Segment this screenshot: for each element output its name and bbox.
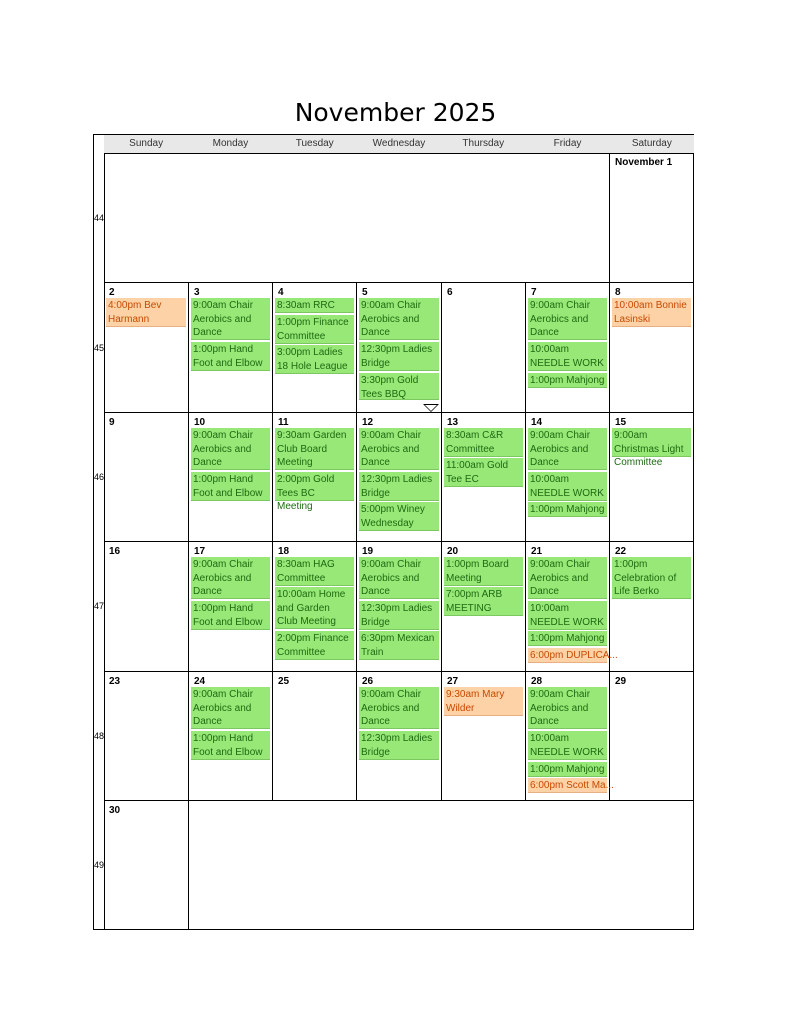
day-cell[interactable]	[104, 413, 189, 542]
day-cell[interactable]	[442, 542, 526, 672]
calendar-event[interactable]: 5:00pm Winey Wednesday	[359, 502, 439, 531]
day-header-tuesday: Tuesday	[295, 138, 334, 149]
calendar-event[interactable]: 10:00am NEEDLE WORK	[528, 601, 607, 630]
calendar-event[interactable]: 1:00pm Mahjong	[528, 373, 607, 388]
day-cell[interactable]	[610, 672, 694, 801]
day-number: 3	[194, 287, 200, 298]
calendar-event[interactable]: 9:30am Garden Club Board Meeting	[275, 428, 354, 470]
day-number: 8	[615, 287, 621, 298]
calendar-event[interactable]: 1:00pm Hand Foot and Elbow	[191, 731, 270, 760]
day-cell[interactable]	[273, 672, 357, 801]
day-cell[interactable]	[189, 413, 273, 542]
day-cell[interactable]	[104, 283, 189, 413]
day-number: 9	[109, 417, 115, 428]
day-cell[interactable]	[357, 413, 442, 542]
calendar-event[interactable]: 9:00am Chair Aerobics and Dance	[359, 557, 439, 599]
day-cell[interactable]	[189, 672, 273, 801]
calendar-event[interactable]: 6:00pm DUPLICA...	[530, 650, 618, 661]
calendar-event[interactable]: 3:00pm Ladies 18 Hole League	[275, 345, 354, 374]
calendar-event[interactable]: 9:00am Chair Aerobics and Dance	[191, 687, 270, 729]
week-number: 48	[94, 731, 105, 741]
calendar-event[interactable]: 12:30pm Ladies Bridge	[359, 342, 439, 371]
day-header-row	[104, 135, 694, 154]
day-cell[interactable]	[442, 283, 526, 413]
day-number: 12	[362, 417, 374, 428]
day-number: 4	[278, 287, 284, 298]
day-number: 17	[194, 546, 206, 557]
day-cell[interactable]	[189, 542, 273, 672]
day-number: 15	[615, 417, 627, 428]
calendar-event[interactable]: 1:00pm Mahjong	[528, 762, 607, 777]
day-header-thursday: Thursday	[462, 138, 505, 149]
calendar-event[interactable]: 10:00am NEEDLE WORK	[528, 731, 607, 760]
calendar-event[interactable]: 10:00am Home and Garden Club Meeting	[275, 587, 354, 629]
calendar-event[interactable]: 9:00am Chair Aerobics and Dance	[191, 557, 270, 599]
calendar-event[interactable]: 1:00pm Finance Committee	[275, 315, 354, 344]
calendar-event[interactable]: 6:00pm Scott Ma...	[530, 780, 614, 791]
day-number: 11	[278, 417, 289, 428]
week-number: 46	[94, 472, 105, 482]
calendar-event[interactable]: 9:00am Chair Aerobics and Dance	[528, 557, 607, 599]
day-cell[interactable]	[273, 283, 357, 413]
day-number: 27	[447, 676, 459, 687]
day-cell[interactable]	[189, 283, 273, 413]
week-number: 45	[94, 343, 105, 353]
more-events-icon[interactable]	[423, 404, 439, 412]
calendar-event[interactable]: 8:30am HAG Committee	[275, 557, 354, 586]
calendar-event[interactable]: 9:00am Chair Aerobics and Dance	[528, 687, 607, 729]
day-number: November 1	[615, 157, 673, 168]
day-number: 24	[194, 676, 206, 687]
day-header-friday: Friday	[553, 138, 582, 149]
day-header-monday: Monday	[212, 138, 249, 149]
calendar-event[interactable]: 6:30pm Mexican Train	[359, 631, 439, 660]
day-cell[interactable]	[273, 542, 357, 672]
day-cell[interactable]	[610, 283, 694, 413]
calendar-event[interactable]: 12:30pm Ladies Bridge	[359, 601, 439, 630]
calendar-event[interactable]: 9:00am Christmas Light Committee	[612, 428, 691, 457]
calendar-event[interactable]: 1:00pm Hand Foot and Elbow	[191, 472, 270, 501]
day-number: 10	[194, 417, 206, 428]
calendar-event[interactable]: 9:00am Chair Aerobics and Dance	[359, 428, 439, 470]
calendar-event[interactable]: 1:00pm Board Meeting	[444, 557, 523, 586]
day-number: 22	[615, 546, 627, 557]
calendar-event[interactable]: 9:00am Chair Aerobics and Dance	[191, 428, 270, 470]
day-cell[interactable]	[357, 542, 442, 672]
day-number: 20	[447, 546, 459, 557]
calendar-event[interactable]: 8:30am C&R Committee	[444, 428, 523, 457]
day-cell[interactable]	[357, 283, 442, 413]
day-number: 23	[109, 676, 121, 687]
calendar-event[interactable]: 12:30pm Ladies Bridge	[359, 472, 439, 501]
day-number: 6	[447, 287, 453, 298]
day-number: 16	[109, 546, 121, 557]
day-cell[interactable]	[526, 672, 614, 801]
day-cell[interactable]	[104, 801, 189, 929]
week-number: 44	[94, 213, 105, 223]
day-cell[interactable]	[610, 542, 694, 672]
day-number: 2	[109, 287, 115, 298]
day-cell[interactable]	[104, 672, 189, 801]
calendar-event[interactable]: 9:00am Chair Aerobics and Dance	[359, 687, 439, 729]
day-cell[interactable]	[273, 413, 357, 542]
calendar-event[interactable]: 8:30am RRC	[275, 298, 354, 313]
day-cell[interactable]	[526, 413, 610, 542]
day-header-wednesday: Wednesday	[372, 138, 426, 149]
day-cell[interactable]	[442, 672, 526, 801]
day-cell[interactable]	[526, 542, 618, 672]
calendar-event[interactable]: 2:00pm Gold Tees BC Meeting	[275, 472, 354, 501]
day-number: 25	[278, 676, 290, 687]
calendar-event[interactable]: 9:30am Mary Wilder	[444, 687, 523, 716]
calendar-event[interactable]: 12:30pm Ladies Bridge	[359, 731, 439, 760]
calendar-event[interactable]: 9:00am Chair Aerobics and Dance	[528, 298, 607, 340]
day-number: 26	[362, 676, 374, 687]
calendar-event[interactable]: 1:00pm Hand Foot and Elbow	[191, 342, 270, 371]
day-number: 13	[447, 417, 459, 428]
calendar-event[interactable]: 10:00am NEEDLE WORK	[528, 472, 607, 501]
calendar-event[interactable]: 9:00am Chair Aerobics and Dance	[359, 298, 439, 340]
week-number: 47	[94, 601, 105, 611]
calendar-event[interactable]: 1:00pm Celebration of Life Berko	[612, 557, 691, 599]
calendar-event[interactable]: 11:00am Gold Tee EC	[444, 458, 523, 487]
day-cell[interactable]	[526, 283, 610, 413]
day-header-saturday: Saturday	[631, 138, 672, 149]
day-number: 21	[531, 546, 543, 557]
calendar-event[interactable]: 9:00am Chair Aerobics and Dance	[528, 428, 607, 470]
day-cell[interactable]	[357, 672, 442, 801]
day-header-sunday: Sunday	[129, 138, 164, 149]
calendar-event[interactable]: 10:00am NEEDLE WORK	[528, 342, 607, 371]
calendar-event[interactable]: 4:00pm Bev Harmann	[106, 298, 186, 327]
empty-days	[104, 153, 610, 283]
calendar-event[interactable]: 3:30pm Gold Tees BBQ	[359, 373, 439, 400]
day-number: 18	[278, 546, 290, 557]
day-number: 30	[109, 805, 121, 816]
day-number: 14	[531, 417, 543, 428]
day-number: 19	[362, 546, 374, 557]
day-cell[interactable]	[442, 413, 526, 542]
calendar-event[interactable]: 9:00am Chair Aerobics and Dance	[191, 298, 270, 340]
day-number: 5	[362, 287, 368, 298]
day-cell[interactable]	[610, 413, 694, 542]
calendar-event[interactable]: 2:00pm Finance Committee	[275, 631, 354, 660]
calendar-event[interactable]: 7:00pm ARB MEETING	[444, 587, 523, 616]
day-number: 7	[531, 287, 537, 298]
day-number: 29	[615, 676, 627, 687]
calendar-event[interactable]: 1:00pm Hand Foot and Elbow	[191, 601, 270, 630]
page-title: November 2025	[294, 98, 497, 127]
calendar-event[interactable]: 10:00am Bonnie Lasinski	[612, 298, 691, 327]
day-cell[interactable]	[104, 542, 189, 672]
day-cell[interactable]	[610, 153, 694, 283]
calendar-event[interactable]: 1:00pm Mahjong	[528, 502, 607, 517]
day-number: 28	[531, 676, 543, 687]
week-number: 49	[94, 860, 105, 870]
calendar-event[interactable]: 1:00pm Mahjong	[528, 631, 607, 646]
